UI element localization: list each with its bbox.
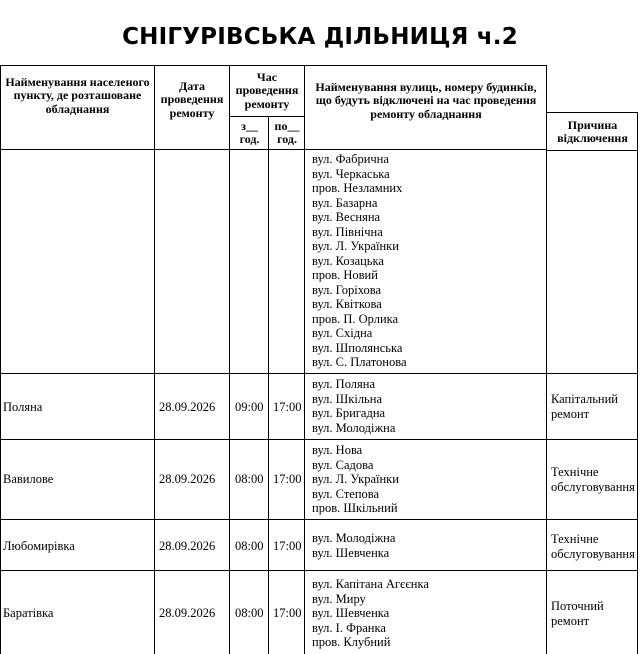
street-item: вул. С. Платонова [312,355,407,369]
street-item: вул. Північна [312,224,383,239]
row-2-from: 08:00 [235,472,264,486]
street-item: вул. Шевченка [312,545,390,560]
street-item: вул. Шполянська [312,340,403,355]
street-item: пров. Незламних [312,181,403,195]
street-item: вул. Шкільна [312,391,382,406]
row-1-settlement: Поляна [3,400,43,414]
street-item: вул. Нова [312,443,363,457]
street-item: вул. Садова [312,457,374,472]
street-item: вул. І. Франка [312,620,386,635]
row-3-settlement: Любомирівка [3,539,75,553]
row-4-from: 08:00 [235,606,264,620]
street-item: вул. Східна [312,326,373,340]
street-item: пров. Клубний [312,635,391,649]
row-2-date: 28.09.2026 [159,472,216,486]
street-item: пров. П. Орлика [312,311,399,326]
row-1-streets [312,377,395,435]
row-3-reason: Технічне обслуговування [551,532,635,561]
header-streets: Найменування вулиць, номеру будинків, що будуть відключені на час проведення ремонту обладнання [315,79,537,121]
row-2-reason: Технічне обслуговування [551,465,635,494]
street-item: вул. Миру [312,591,366,606]
header-settlement: Найменування населеного пункту, де розташоване обладнання [5,74,150,116]
street-item: вул. Молодіжна [312,531,396,545]
street-item: вул. Козацька [312,253,384,268]
street-item: вул. Бригадна [312,406,386,420]
street-item: вул. Поляна [312,377,376,391]
row-2-settlement: Вавилове [3,472,54,486]
row-4-settlement: Баратівка [3,606,54,620]
row-1-to: 17:00 [273,400,302,414]
row-3-date: 28.09.2026 [159,539,216,553]
row-3-from: 08:00 [235,539,264,553]
row-4-date: 28.09.2026 [159,606,216,620]
street-item: вул. Л. Українки [312,472,399,486]
street-item: вул. Степова [312,486,380,501]
street-item: пров. Шкільний [312,501,398,515]
header-time-from: з__ год. [239,118,260,146]
row-2-streets [312,443,399,516]
row-2-to: 17:00 [273,472,302,486]
header-date: Дата проведення ремонту [160,78,224,120]
row-1-date: 28.09.2026 [159,400,216,414]
street-item: вул. Фабрична [312,152,389,166]
street-item: пров. Новий [312,268,378,282]
street-item: вул. Квіткова [312,297,382,311]
street-item: вул. Горіхова [312,282,382,297]
street-item: вул. Шевченка [312,606,390,620]
header-time: Час проведення ремонту [235,69,299,111]
row-4-to: 17:00 [273,606,302,620]
header-reason: Причина відключення [557,117,628,145]
street-item: вул. Базарна [312,195,378,210]
row-4-streets [312,577,429,650]
street-item: вул. Молодіжна [312,420,396,435]
street-item: вул. Весняна [312,210,381,224]
row-3-streets [312,531,395,560]
street-item: вул. Л. Українки [312,239,399,253]
row-3-to: 17:00 [273,539,302,553]
row-0-streets [312,152,407,370]
row-1-reason: Капітальний ремонт [551,392,618,421]
header-time-to: по__ год. [274,118,300,146]
row-1-from: 09:00 [235,400,264,414]
document-title: СНІГУРІВСЬКА ДІЛЬНИЦЯ ч.2 [122,24,518,50]
street-item: вул. Черкаська [312,166,390,181]
street-item: вул. Капітана Агєєнка [312,577,429,591]
row-4-reason: Поточний ремонт [551,599,604,628]
